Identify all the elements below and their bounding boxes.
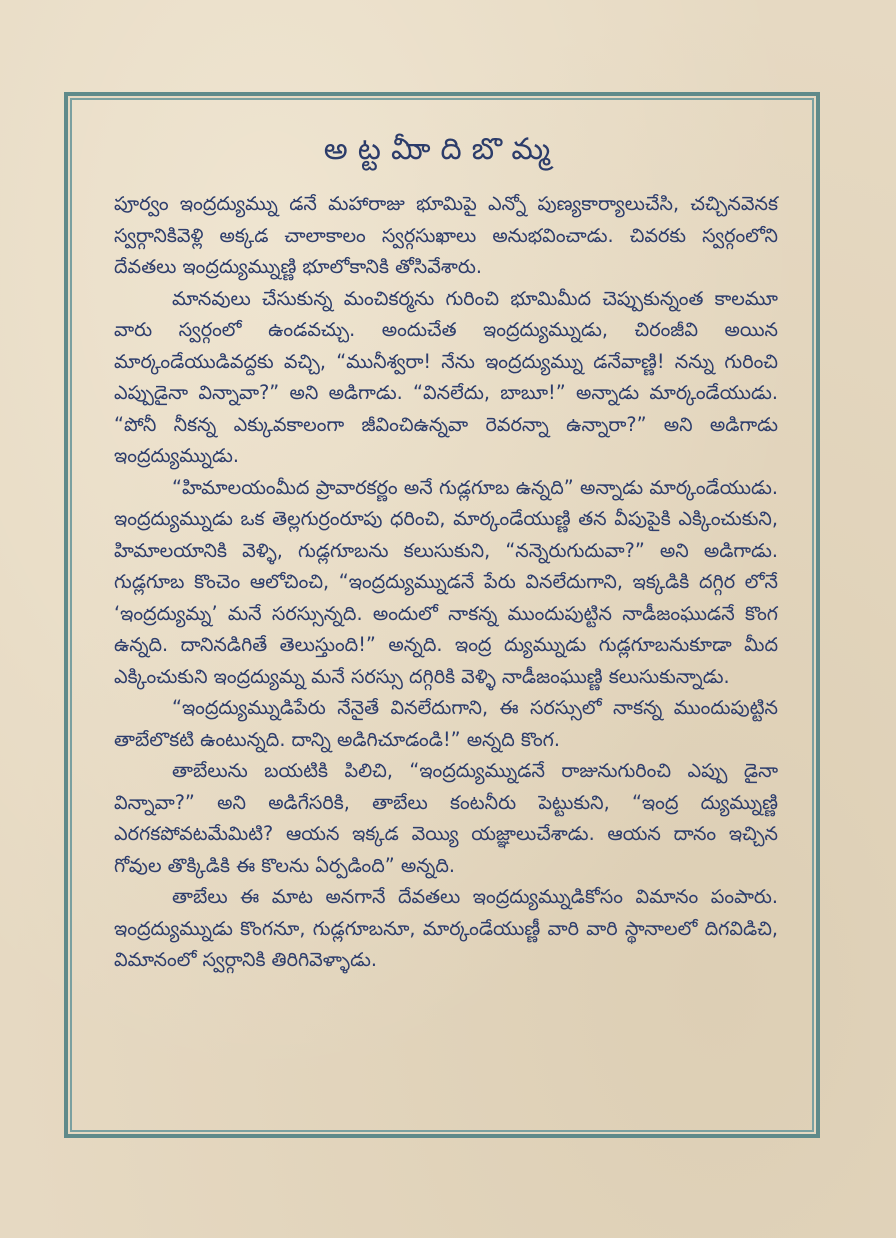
story-frame <box>64 92 820 1138</box>
paragraph-6: తాబేలు ఈ మాట అనగానే దేవతలు ఇంద్రద్యుమ్నుడికోసం విమానం పంపారు. ఇంద్రద్యుమ్నుడు కొంగనూ, గుడ్లగూబనూ, మార్కండేయుణ్ణీ వారి వారి స్థానాలలో దిగవిడిచి, విమానంలో స్వర్గానికి తిరిగివెళ్ళాడు. <box>114 885 778 971</box>
story-body <box>114 188 778 976</box>
paragraph-4: “ఇంద్రద్యుమ్నుడిపేరు నేనైతే వినలేదుగాని, ఈ సరస్సులో నాకన్న ముందుపుట్టిన తాబేలొకటి ఉంటున్నది. దాన్ని అడిగిచూడండి!” అన్నది కొంగ. <box>114 696 778 751</box>
story-title: అట్టమీాదిబొమ్మ <box>323 132 561 167</box>
paragraph-3: “హిమాలయంమీద ప్రావారకర్ణం అనే గుడ్లగూబ ఉన్నది” అన్నాడు మార్కండేయుడు. ఇంద్రద్యుమ్నుడు ఒక తెల్లగుర్రంరూపు ధరించి, మార్కండేయుణ్ణి తన వీపుపైకి ఎక్కించుకుని, హిమాలయానికి వెళ్ళి, గుడ్లగూబను కలుసుకుని, “నన్నెరుగుదువా?” అని అడిగాడు. గుడ్లగూబ కొంచెం ఆలోచించి, “ఇంద్రద్యుమ్నుడనే పేరు వినలేదుగాని, ఇక్కడికి దగ్గిర లోనే ‘ఇంద్రద్యుమ్న’ మనే సరస్సున్నది. అందులో నాకన్న ముందుపుట్టిన నాడీజంఘుడనే కొంగ ఉన్నది. దానినడిగితే తెలుస్తుంది!” అన్నది. ఇంద్ర ద్యుమ్నుడు గుడ్లగూబనుకూడా మీద ఎక్కించుకుని ఇంద్రద్యుమ్న మనే సరస్సు దగ్గిరికి వెళ్ళి నాడీజంఘుణ్ణి కలుసుకున్నాడు. <box>114 475 778 688</box>
paragraph-2: మానవులు చేసుకున్న మంచికర్మను గురించి భూమిమీద చెప్పుకున్నంత కాలమూ వారు స్వర్గంలో ఉండవచ్చు. అందుచేత ఇంద్రద్యుమ్నుడు, చిరంజీవి అయిన మార్కండేయుడివద్దకు వచ్చి, “మునీశ్వరా! నేను ఇంద్రద్యుమ్ను డనేవాణ్ణి! నన్ను గురించి ఎప్పుడైనా విన్నావా?” అని అడిగాడు. “వినలేదు, బాబూ!” అన్నాడు మార్కండేయుడు. “పోనీ నీకన్న ఎక్కువకాలంగా జీవించిఉన్నవా రెవరన్నా ఉన్నారా?” అని అడిగాడు ఇంద్రద్యుమ్నుడు. <box>114 286 778 467</box>
paragraph-5: తాబేలును బయటికి పిలిచి, “ఇంద్రద్యుమ్నుడనే రాజునుగురించి ఎప్పు డైనా విన్నావా?” అని అడిగేసరికి, తాబేలు కంటనీరు పెట్టుకుని, “ఇంద్ర ద్యుమ్నుణ్ణి ఎరగకపోవటమేమిటి? ఆయన ఇక్కడ వెయ్యి యజ్ఞాలుచేశాడు. ఆయన దానం ఇచ్చిన గోవుల తొక్కిడికి ఈ కొలను ఏర్పడింది” అన్నది. <box>114 759 778 877</box>
paragraph-1: పూర్వం ఇంద్రద్యుమ్ను డనే మహారాజు భూమిపై ఎన్నో పుణ్యకార్యాలుచేసి, చచ్చినవెనక స్వర్గానికివెళ్లి అక్కడ చాలాకాలం స్వర్గసుఖాలు అనుభవించాడు. చివరకు స్వర్గంలోని దేవతలు ఇంద్రద్యుమ్నుణ్ణి భూలోకానికి తోసివేశారు. <box>114 192 778 278</box>
